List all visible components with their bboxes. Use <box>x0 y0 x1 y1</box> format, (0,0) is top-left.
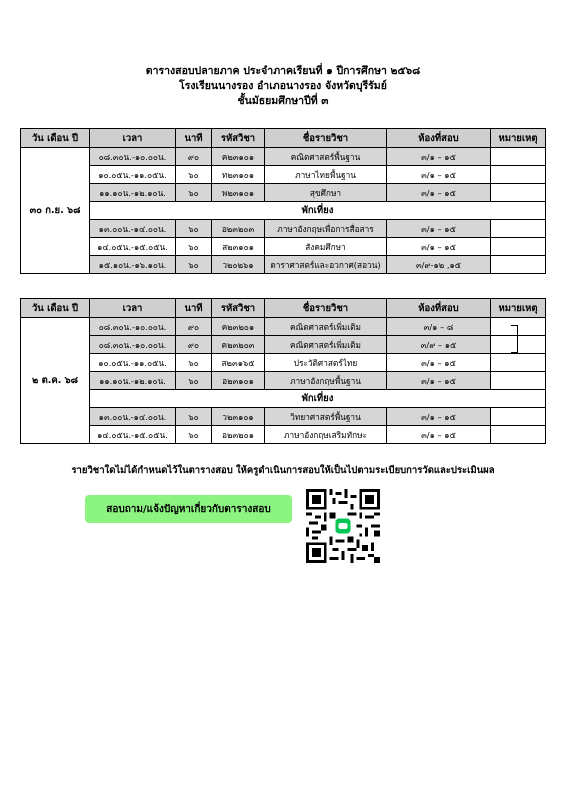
note-cell <box>491 184 546 202</box>
minutes-cell: ๙๐ <box>176 318 212 336</box>
subject-cell: วิทยาศาสตร์พื้นฐาน <box>265 408 387 426</box>
time-cell: ๑๑.๑๐น.-๑๒.๑๐น. <box>90 184 176 202</box>
footer-note: รายวิชาใดไม่ได้กำหนดไว้ในตารางสอบ ให้ครูดำเนินการสอบให้เป็นไปตามระเบียบการวัดและประเมินผล <box>71 465 495 476</box>
minutes-cell: ๖๐ <box>176 166 212 184</box>
subject-cell: คณิตศาสตร์เพิ่มเติม <box>265 336 387 354</box>
note-bracket <box>511 325 518 353</box>
schedule-table-day1 <box>20 128 546 274</box>
code-cell: ค๒๓๒๐๑ <box>212 318 265 336</box>
col-minutes: นาที <box>176 129 212 148</box>
col-room: ห้องที่สอบ <box>387 129 491 148</box>
time-cell: ๑๐.๐๕น.-๑๑.๐๕น. <box>90 354 176 372</box>
room-cell: ๓/๑ – ๑๕ <box>387 372 491 390</box>
col-code: รหัสวิชา <box>212 129 265 148</box>
note-cell <box>491 148 546 166</box>
code-cell: ส๒๓๑๖๕ <box>212 354 265 372</box>
note-cell <box>491 372 546 390</box>
qr-code-icon[interactable] <box>306 489 380 563</box>
col-subject: ชื่อรายวิชา <box>265 129 387 148</box>
table-row <box>21 256 546 274</box>
subject-cell: สังคมศึกษา <box>265 238 387 256</box>
table-row <box>21 184 546 202</box>
time-cell: ๑๕.๑๐น.-๑๖.๑๐น. <box>90 256 176 274</box>
minutes-cell: ๖๐ <box>176 220 212 238</box>
code-cell: อ๒๓๒๐๓ <box>212 220 265 238</box>
col-time: เวลา <box>90 129 176 148</box>
minutes-cell: ๖๐ <box>176 372 212 390</box>
note-cell <box>491 256 546 274</box>
minutes-cell: ๙๐ <box>176 336 212 354</box>
grade-level: ชั้นมัธยมศึกษาปีที่ ๓ <box>237 95 329 107</box>
minutes-cell: ๖๐ <box>176 256 212 274</box>
table-header-row <box>21 129 546 148</box>
col-room: ห้องที่สอบ <box>387 299 491 318</box>
schedule-table-day2 <box>20 298 546 444</box>
time-cell: ๑๑.๑๐น.-๑๒.๑๐น. <box>90 372 176 390</box>
room-cell: ๓/๑ – ๑๕ <box>387 220 491 238</box>
subject-cell: ภาษาอังกฤษเพื่อการสื่อสาร <box>265 220 387 238</box>
code-cell: พ๒๓๑๐๑ <box>212 184 265 202</box>
exam-date: ๒ ต.ค. ๖๘ <box>21 318 90 444</box>
contact-button[interactable]: สอบถาม/แจ้งปัญหาเกี่ยวกับตารางสอบ <box>85 495 292 523</box>
note-cell <box>491 238 546 256</box>
room-cell: ๓/๑ – ๑๕ <box>387 148 491 166</box>
subject-cell: ดาราศาสตร์และอวกาศ(สอวน) <box>265 256 387 274</box>
note-cell <box>491 336 546 354</box>
minutes-cell: ๖๐ <box>176 238 212 256</box>
minutes-cell: ๖๐ <box>176 426 212 444</box>
table-row <box>21 220 546 238</box>
room-cell: ๓/๑ – ๘ <box>387 318 491 336</box>
code-cell: ส๒๓๑๐๑ <box>212 238 265 256</box>
code-cell: ค๒๓๒๐๓ <box>212 336 265 354</box>
col-date: วัน เดือน ปี <box>21 129 90 148</box>
lunch-row <box>21 202 546 220</box>
code-cell: ว๒๐๒๖๑ <box>212 256 265 274</box>
minutes-cell: ๖๐ <box>176 354 212 372</box>
subject-cell: คณิตศาสตร์เพิ่มเติม <box>265 318 387 336</box>
note-cell <box>491 408 546 426</box>
time-cell: ๑๓.๐๐น.-๑๔.๐๐น. <box>90 408 176 426</box>
time-cell: ๑๔.๐๕น.-๑๕.๐๕น. <box>90 426 176 444</box>
minutes-cell: ๖๐ <box>176 408 212 426</box>
table-row <box>21 318 546 336</box>
room-cell: ๓/๑ – ๑๕ <box>387 184 491 202</box>
col-note: หมายเหตุ <box>491 129 546 148</box>
table-header-row <box>21 299 546 318</box>
code-cell: ค๒๓๑๐๑ <box>212 148 265 166</box>
minutes-cell: ๖๐ <box>176 184 212 202</box>
note-cell <box>491 220 546 238</box>
table-row <box>21 238 546 256</box>
note-cell <box>491 426 546 444</box>
room-cell: ๓/๑ – ๑๕ <box>387 166 491 184</box>
col-code: รหัสวิชา <box>212 299 265 318</box>
time-cell: ๐๘.๓๐น.-๑๐.๐๐น. <box>90 318 176 336</box>
lunch-row <box>21 390 546 408</box>
note-cell <box>491 318 546 336</box>
time-cell: ๐๘.๓๐น.-๑๐.๐๐น. <box>90 148 176 166</box>
room-cell: ๓/๑ – ๑๕ <box>387 408 491 426</box>
school-name: โรงเรียนนางรอง อำเภอนางรอง จังหวัดบุรีรัมย์ <box>179 80 387 92</box>
room-cell: ๓/๙-๑๒ ,๑๕ <box>387 256 491 274</box>
table-row <box>21 426 546 444</box>
table-row <box>21 408 546 426</box>
time-cell: ๑๐.๐๕น.-๑๑.๐๕น. <box>90 166 176 184</box>
col-time: เวลา <box>90 299 176 318</box>
table-row <box>21 354 546 372</box>
code-cell: ว๒๓๑๐๑ <box>212 408 265 426</box>
subject-cell: คณิตศาสตร์พื้นฐาน <box>265 148 387 166</box>
col-minutes: นาที <box>176 299 212 318</box>
exam-date: ๓๐ ก.ย. ๖๘ <box>21 148 90 274</box>
code-cell: ท๒๓๑๐๑ <box>212 166 265 184</box>
table-row <box>21 336 546 354</box>
col-date: วัน เดือน ปี <box>21 299 90 318</box>
table-row <box>21 372 546 390</box>
time-cell: ๐๘.๓๐น.-๑๐.๐๐น. <box>90 336 176 354</box>
time-cell: ๑๔.๐๕น.-๑๕.๐๕น. <box>90 238 176 256</box>
time-cell: ๑๓.๐๐น.-๑๔.๐๐น. <box>90 220 176 238</box>
col-subject: ชื่อรายวิชา <box>265 299 387 318</box>
subject-cell: ภาษาอังกฤษพื้นฐาน <box>265 372 387 390</box>
table-row <box>21 148 546 166</box>
room-cell: ๓/๑ – ๑๕ <box>387 354 491 372</box>
room-cell: ๓/๙ – ๑๕ <box>387 336 491 354</box>
col-note: หมายเหตุ <box>491 299 546 318</box>
lunch-break-label: พักเที่ยง <box>90 390 546 408</box>
subject-cell: ภาษาอังกฤษเสริมทักษะ <box>265 426 387 444</box>
minutes-cell: ๙๐ <box>176 148 212 166</box>
subject-cell: สุขศึกษา <box>265 184 387 202</box>
lunch-break-label: พักเที่ยง <box>90 202 546 220</box>
subject-cell: ภาษาไทยพื้นฐาน <box>265 166 387 184</box>
room-cell: ๓/๑ – ๑๕ <box>387 426 491 444</box>
code-cell: อ๒๓๒๐๑ <box>212 426 265 444</box>
note-cell <box>491 166 546 184</box>
room-cell: ๓/๑ – ๑๕ <box>387 238 491 256</box>
subject-cell: ประวัติศาสตร์ไทย <box>265 354 387 372</box>
code-cell: อ๒๓๑๐๑ <box>212 372 265 390</box>
note-cell <box>491 354 546 372</box>
table-row <box>21 166 546 184</box>
exam-title: ตารางสอบปลายภาค ประจำภาคเรียนที่ ๑ ปีการศึกษา ๒๕๖๘ <box>145 65 421 77</box>
